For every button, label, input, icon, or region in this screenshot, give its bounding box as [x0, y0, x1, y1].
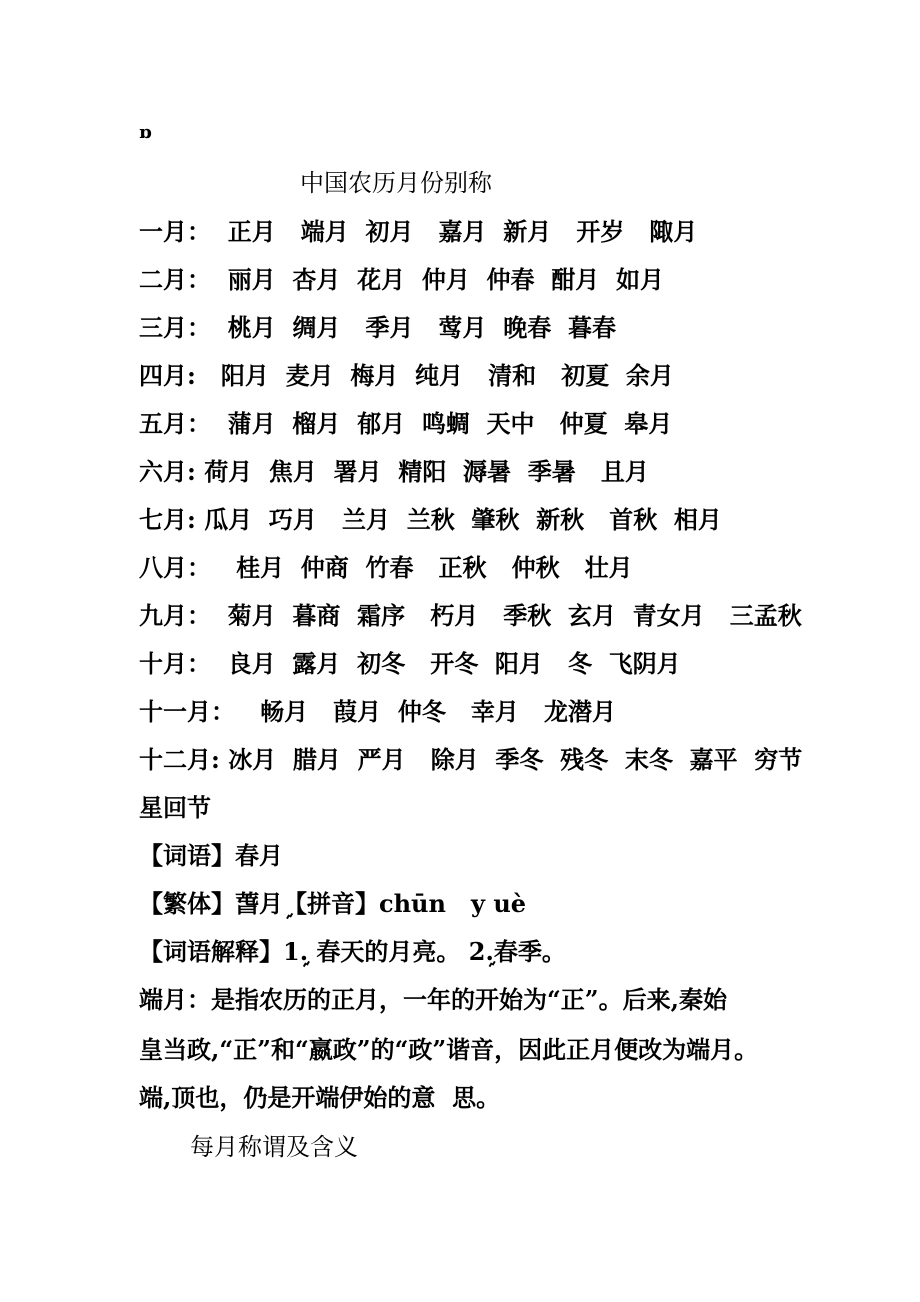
explanation-line-1: 端月：是指农历的正月，一年的开始为“正”。后来,秦始 [139, 985, 727, 1014]
entry-definition: 【词语解释】1ܹ. 春天的月亮。 2ܹ.春季。 [139, 937, 566, 966]
month-line-4: 四月: 阳月 麦月 梅月 纯月 清和 初夏 余月 [139, 361, 674, 390]
month-line-9: 九月： 菊月 暮商 霜序 朽月 季秋 玄月 青女月 三孟秋 [139, 601, 802, 630]
explanation-line-2: 皇当政,“正”和“嬴政”的“政”谐音，因此正月便改为端月。 [139, 1035, 759, 1064]
month-line-5: 五月： 蒲月 榴月 郁月 鸣蜩 天中 仲夏 皋月 [139, 409, 673, 438]
section-subtitle: 每月称谓及含义 [190, 1133, 358, 1161]
month-line-10: 十月： 良月 露月 初冬 开冬 阳月 冬 飞阴月 [139, 649, 681, 678]
month-line-8: 八月： 桂月 仲商 竹春 正秋 仲秋 壮月 [139, 553, 633, 582]
month-line-6: 六月: 荷月 焦月 署月 精阳 溽暑 季暑 且月 [139, 457, 649, 486]
month-line-12: 十二月: 冰月 腊月 严月 除月 季冬 残冬 末冬 嘉平 穷节 [139, 745, 803, 774]
month-line-2: 二月： 丽月 杏月 花月 仲月 仲春 酣月 如月 [139, 265, 664, 294]
top-mark: ɒ [139, 122, 152, 143]
month-line-7: 七月: 瓜月 巧月 兰月 兰秋 肇秋 新秋 首秋 相月 [139, 505, 722, 534]
entry-traditional-pinyin: 【繁体】萅月ܹ【拼音】chūn y uè [139, 889, 527, 918]
month-line-1: 一月： 正月 端月 初月 嘉月 新月 开岁 陬月 [139, 217, 698, 246]
month-line-3: 三月： 桃月 绸月 季月 莺月 晚春 暮春 [139, 313, 616, 342]
page-title: 中国农历月份别称 [300, 169, 492, 197]
entry-word: 【词语】春月 [139, 841, 283, 870]
month-line-12-cont: 星回节 [139, 793, 211, 822]
month-line-11: 十一月： 畅月 葭月 仲冬 幸月 龙潜月 [139, 697, 616, 726]
explanation-line-3: 端,顶也，仍是开端伊始的意 思。 [139, 1083, 501, 1112]
